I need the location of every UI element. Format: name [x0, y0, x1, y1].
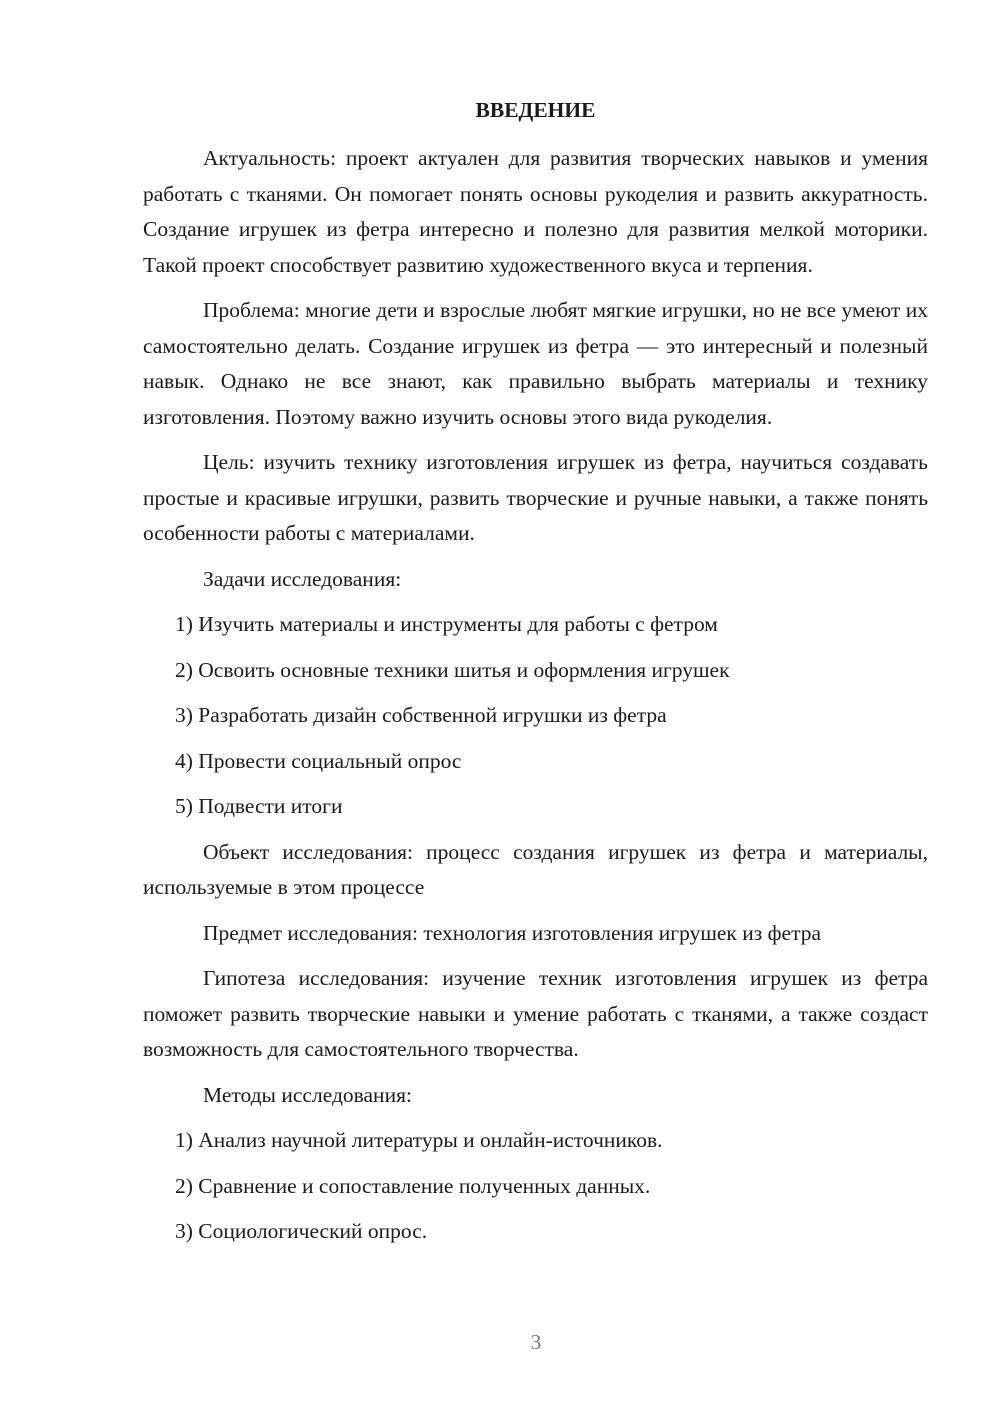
- tasks-list: [143, 607, 928, 825]
- goal-paragraph: Цель: изучить технику изготовления игрушек из фетра, научиться создавать простые и красивые игрушки, развить творческие и ручные навыки, а также понять особенности работы с материалами.: [143, 450, 928, 545]
- subject-paragraph: Предмет исследования: технология изготовления игрушек из фетра: [203, 920, 822, 945]
- object-paragraph: Объект исследования: процесс создания игрушек из фетра и материалы, используемые в этом процессе: [143, 839, 928, 899]
- section-title: ВВЕДЕНИЕ: [475, 98, 596, 122]
- methods-list: [143, 1123, 928, 1250]
- method-item: 2) Сравнение и сопоставление полученных данных.: [175, 1173, 651, 1198]
- problem-paragraph: Проблема: многие дети и взрослые любят мягкие игрушки, но не все умеют их самостоятельно делать. Создание игрушек из фетра — это интересный и полезный навык. Однако не все знают, как правильно выбрать материалы и технику изготовления. Поэтому важно изучить основы этого вида рукоделия.: [143, 298, 928, 429]
- tasks-heading: Задачи исследования:: [203, 566, 402, 591]
- task-item: 2) Освоить основные техники шитья и оформления игрушек: [175, 657, 730, 682]
- task-item: 5) Подвести итоги: [175, 794, 343, 818]
- task-item: 1) Изучить материалы и инструменты для работы с фетром: [175, 612, 718, 636]
- task-item: 3) Разработать дизайн собственной игрушки из фетра: [175, 703, 667, 727]
- relevance-paragraph: Актуальность: проект актуален для развития творческих навыков и умения работать с тканями. Он помогает понять основы рукоделия и развить аккуратность. Создание игрушек из фетра интересно и полезно для развития мелкой моторики. Такой проект способствует развитию художественного вкуса и терпения.: [143, 146, 928, 277]
- method-item: 1) Анализ научной литературы и онлайн-источников.: [175, 1128, 663, 1152]
- page-number: 3: [530, 1330, 542, 1354]
- method-item: 3) Социологический опрос.: [175, 1219, 428, 1243]
- methods-heading: Методы исследования:: [203, 1082, 412, 1107]
- task-item: 4) Провести социальный опрос: [175, 748, 462, 773]
- document-page: [143, 92, 928, 1260]
- hypothesis-paragraph: Гипотеза исследования: изучение техник изготовления игрушек из фетра поможет развить творческие навыки и умение работать с тканями, а также создаст возможность для самостоятельного творчества.: [143, 966, 928, 1061]
